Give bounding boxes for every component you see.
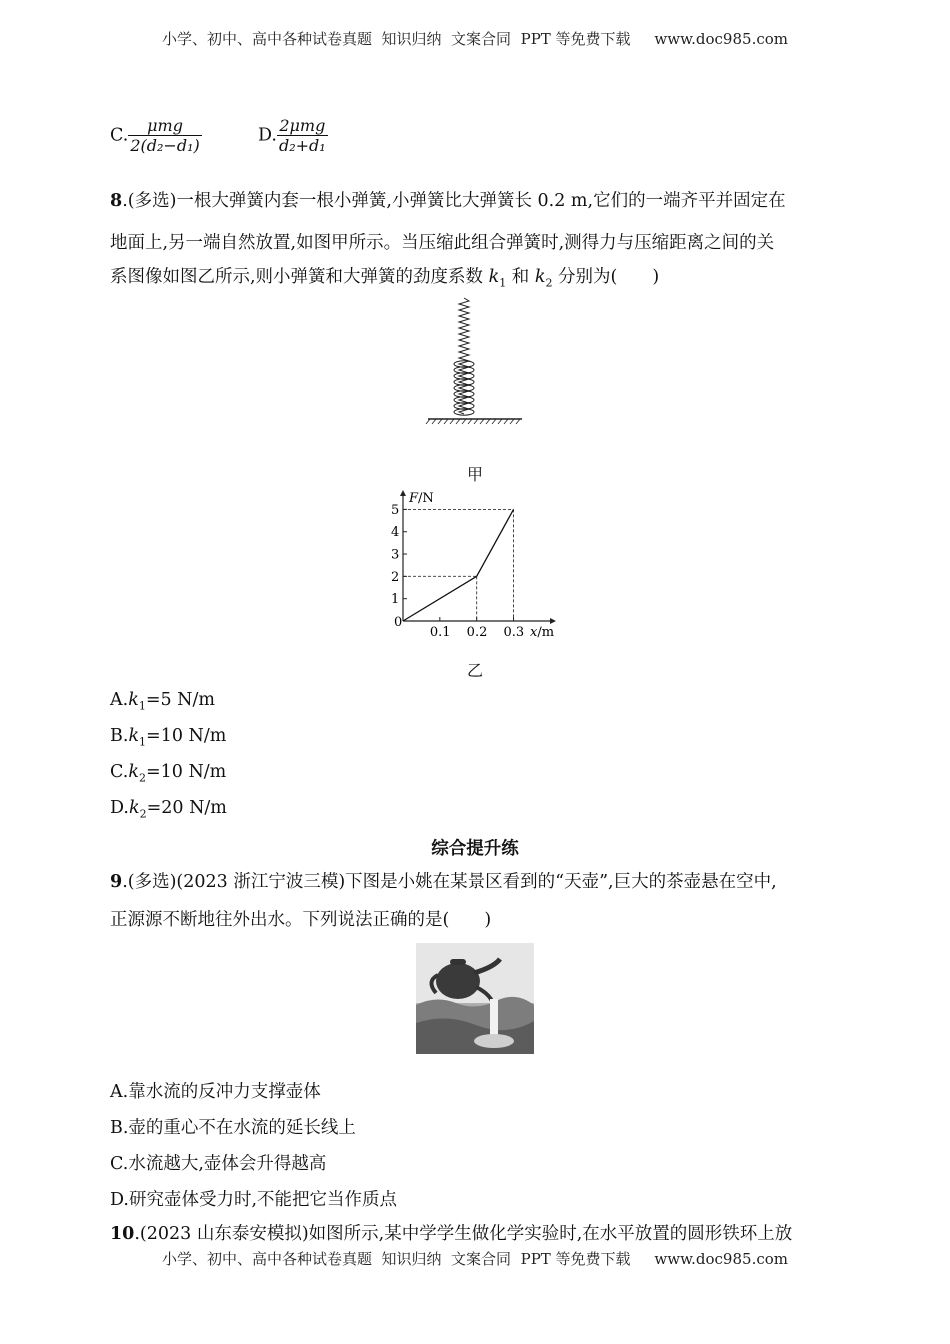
ground-hatching (426, 419, 520, 424)
q8-option-c[interactable] (110, 762, 226, 785)
prev-option-c-denominator: 2(d₂−d₁) (130, 136, 200, 155)
series-segment-0 (403, 576, 477, 621)
origin-label: 0 (394, 615, 403, 630)
q9-option-d[interactable]: D.研究壶体受力时,不能把它当作质点 (110, 1190, 398, 1210)
prev-option-d-fraction (277, 116, 328, 155)
section-title: 综合提升练 (431, 839, 519, 859)
teapot-photo (416, 943, 534, 1054)
q9-option-a[interactable]: A.靠水流的反冲力支撑壶体 (110, 1082, 321, 1102)
figure-yi-caption: 乙 (466, 661, 483, 680)
y-tick-label-3: 3 (391, 547, 400, 563)
y-tick-label-1: 1 (391, 592, 400, 608)
y-axis-label (408, 491, 434, 506)
prev-option-c-fraction (128, 116, 201, 155)
x-axis-label-unit: /m (537, 625, 555, 640)
q8-option-c-k: k (128, 762, 139, 782)
prev-option-d-denominator: d₂+d₁ (278, 136, 326, 155)
q8-option-b-k: k (128, 726, 140, 746)
q8-text-3-post: 分别为( ) (552, 267, 660, 287)
series-segment-1 (477, 509, 514, 576)
q8-k2-sub: 2 (545, 276, 553, 290)
q8-option-d-k: k (128, 798, 140, 818)
page-footer: 小学、初中、高中各种试卷真题 知识归纳 文案合同 PPT 等免费下载 www.doc985.com (161, 1250, 788, 1268)
q9-text-1: .(多选)(2023 浙江宁波三模)下图是小姚在某景区看到的“天壶”,巨大的茶壶悬在空中, (122, 872, 777, 892)
x-axis-arrow (550, 618, 556, 624)
q10-text-1: .(2023 山东泰安模拟)如图所示,某中学学生做化学实验时,在水平放置的圆形铁环上放 (134, 1224, 793, 1244)
q9-option-b[interactable]: B.壶的重心不在水流的延长线上 (110, 1118, 356, 1138)
q8-option-b-value: =10 N/m (146, 726, 227, 746)
force-displacement-chart (370, 488, 570, 643)
q8-number: 8 (110, 191, 123, 211)
prev-option-c-label: C. (110, 125, 129, 146)
q8-option-b[interactable] (110, 726, 226, 749)
q10-line-1 (110, 1222, 842, 1246)
y-axis-label-unit: /N (418, 491, 434, 506)
q9-line-1 (110, 870, 842, 894)
q8-and: 和 (506, 267, 535, 287)
q8-option-c-value: =10 N/m (145, 762, 227, 782)
q8-option-c-label: C. (110, 762, 129, 782)
y-axis-label-symbol: F (409, 491, 419, 506)
q10-number: 10 (110, 1224, 135, 1244)
q8-option-a-sub: 1 (138, 699, 146, 713)
q8-k1-symbol: k (488, 267, 500, 287)
y-tick-label-2: 2 (391, 569, 400, 585)
q8-option-a[interactable] (110, 690, 215, 713)
q8-option-d-label: D. (110, 798, 129, 818)
x-tick-label-0.1: 0.1 (429, 625, 451, 640)
q8-line-1 (110, 189, 842, 213)
q8-option-d[interactable] (110, 798, 227, 821)
q8-option-d-sub: 2 (139, 807, 147, 821)
q9-line-2: 正源源不断地往外出水。下列说法正确的是( ) (110, 910, 492, 930)
x-tick-label-0.3: 0.3 (503, 625, 525, 640)
prev-option-c (110, 116, 202, 155)
q8-option-a-k: k (128, 690, 139, 710)
q8-line-2: 地面上,另一端自然放置,如图甲所示。当压缩此组合弹簧时,测得力与压缩距离之间的关 (110, 233, 775, 253)
prev-option-d (258, 116, 328, 155)
q8-option-d-value: =20 N/m (146, 798, 227, 818)
q8-option-b-label: B. (110, 726, 129, 746)
q8-k1-sub: 1 (499, 276, 507, 290)
y-tick-label-4: 4 (391, 525, 400, 541)
q9-number: 9 (110, 872, 123, 892)
q8-line-3 (110, 265, 842, 296)
q9-option-c[interactable]: C.水流越大,壶体会升得越高 (110, 1154, 327, 1174)
q8-k2-symbol: k (534, 267, 546, 287)
y-axis-arrow (400, 490, 406, 496)
q8-option-c-sub: 2 (138, 771, 146, 785)
prev-option-c-numerator: μmg (128, 116, 201, 136)
q8-option-a-label: A. (110, 690, 129, 710)
y-tick-label-5: 5 (391, 502, 400, 518)
x-axis-label-symbol: x (530, 625, 538, 640)
teapot-photo-illustration (416, 943, 534, 1054)
prev-option-d-label: D. (258, 125, 277, 146)
q8-text-1: .(多选)一根大弹簧内套一根小弹簧,小弹簧比大弹簧长 0.2 m,它们的一端齐平并固定在 (122, 191, 786, 211)
x-tick-label-0.2: 0.2 (466, 625, 488, 640)
q8-option-a-value: =5 N/m (145, 690, 215, 710)
q8-option-b-sub: 1 (139, 735, 147, 749)
prev-option-d-numerator: 2μmg (277, 116, 328, 136)
x-axis-label (530, 625, 554, 640)
q8-text-3-pre: 系图像如图乙所示,则小弹簧和大弹簧的劲度系数 (110, 267, 489, 287)
spring-figure (420, 292, 530, 428)
page-header: 小学、初中、高中各种试卷真题 知识归纳 文案合同 PPT 等免费下载 www.doc985.com (161, 30, 788, 48)
figure-jia-caption: 甲 (466, 465, 483, 484)
